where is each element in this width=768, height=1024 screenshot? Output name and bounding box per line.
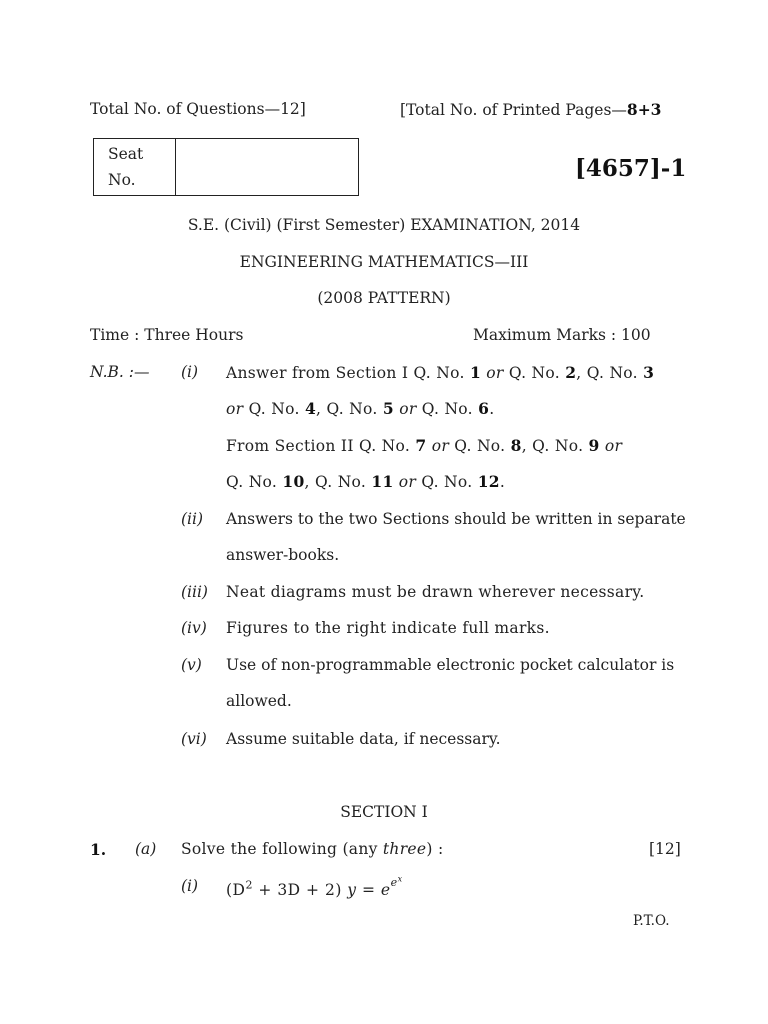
pattern-title: (2008 PATTERN) <box>317 289 451 307</box>
exam-title: S.E. (Civil) (First Semester) EXAMINATION, 2014 <box>187 216 581 234</box>
eq-sup: 2 <box>245 878 253 892</box>
total-questions: Total No. of Questions—12] <box>90 100 306 118</box>
text: , Q. No. <box>304 473 372 491</box>
text: Q. No. <box>503 364 566 382</box>
num: (iii) <box>181 583 208 601</box>
num: (vi) <box>181 730 207 748</box>
qno: 2 <box>565 363 577 382</box>
instruction-i-line3 <box>226 436 622 455</box>
equation <box>226 874 403 899</box>
qno: 9 <box>588 436 600 455</box>
pto-footer: P.T.O. <box>633 913 670 929</box>
instruction-i-number <box>181 363 198 381</box>
three: three <box>382 840 427 858</box>
qno: 10 <box>282 472 305 491</box>
time-label: Time : Three Hours <box>90 326 244 344</box>
num: (ii) <box>181 510 204 528</box>
eq-y: y <box>347 880 357 899</box>
eq-e2: e <box>390 875 398 889</box>
text: Answer from Section I Q. No. <box>226 364 470 382</box>
seat-label-line2: No. <box>108 171 136 189</box>
instruction-iii-text: Neat diagrams must be drawn wherever necessary. <box>226 583 645 601</box>
total-pages-prefix: [Total No. of Printed Pages— <box>400 101 627 119</box>
nb-label-text: N.B. :— <box>90 363 150 381</box>
question-part <box>135 840 156 858</box>
qno: 4 <box>304 399 317 418</box>
qno: 5 <box>382 399 394 418</box>
text: Solve the following (any <box>181 840 383 858</box>
or: or <box>226 400 244 418</box>
seat-label-line1: Seat <box>108 145 144 163</box>
instruction-v-line1: Use of non-programmable electronic pocket calculator is <box>226 656 675 674</box>
qno: 3 <box>643 363 655 382</box>
eq: = <box>356 880 381 899</box>
text: . <box>489 400 495 418</box>
question-marks: [12] <box>649 840 681 858</box>
instruction-iv-number <box>181 619 207 637</box>
instruction-i-line2 <box>226 399 494 418</box>
section-title: SECTION I <box>340 803 428 821</box>
qno: 6 <box>478 399 490 418</box>
instruction-i-line1 <box>226 363 654 382</box>
max-marks: Maximum Marks : 100 <box>473 326 651 344</box>
or: or <box>398 473 417 491</box>
text: Q. No. <box>243 400 305 418</box>
instruction-ii-line2: answer-books. <box>226 546 340 564</box>
seat-label <box>94 139 176 195</box>
qno: 12 <box>477 472 500 491</box>
total-pages <box>400 100 661 119</box>
paper-code: [4657]-1 <box>575 155 687 182</box>
eq: (D <box>226 880 246 899</box>
qno: 11 <box>371 472 394 491</box>
instruction-ii-line1: Answers to the two Sections should be written in separate <box>226 510 686 528</box>
text: From Section II Q. No. <box>226 437 416 455</box>
text: . <box>499 473 506 491</box>
instruction-v-number <box>181 656 202 674</box>
text: Q. No. <box>449 437 511 455</box>
qno: 8 <box>510 436 522 455</box>
qno: 7 <box>415 436 427 455</box>
eq: + 3D + 2) <box>252 880 348 899</box>
sub-question-number <box>181 877 198 895</box>
text: Q. No. <box>226 473 283 491</box>
text: Q. No. <box>416 400 479 418</box>
instruction-iii-number <box>181 583 208 601</box>
qnum: 1. <box>90 840 107 859</box>
nb-label <box>90 363 149 381</box>
question-number <box>90 840 106 859</box>
question-text <box>181 840 443 858</box>
text: , Q. No. <box>521 437 589 455</box>
instruction-vi-text: Assume suitable data, if necessary. <box>226 730 501 748</box>
or: or <box>431 437 450 455</box>
eq-exp <box>391 876 403 889</box>
instruction-v-line2: allowed. <box>226 692 292 710</box>
text: , Q. No. <box>316 400 383 418</box>
seat-number-box <box>93 138 359 196</box>
num: (i) <box>181 877 199 895</box>
or: or <box>604 437 623 455</box>
subject-title: ENGINEERING MATHEMATICS—III <box>239 253 529 271</box>
eq-x <box>398 874 403 883</box>
total-pages-value: 8+3 <box>626 100 662 119</box>
qno: 1 <box>469 363 482 382</box>
instruction-ii-number <box>181 510 203 528</box>
seat-number-field <box>176 139 358 195</box>
eq-x-text: x <box>397 874 403 883</box>
eq-e: e <box>380 880 391 899</box>
text: Q. No. <box>416 473 478 491</box>
num: (iv) <box>181 619 207 637</box>
or: or <box>486 364 504 382</box>
or: or <box>399 400 417 418</box>
num: (v) <box>181 656 202 674</box>
text: , Q. No. <box>576 364 644 382</box>
instruction-iv-text: Figures to the right indicate full marks. <box>226 619 550 637</box>
text: ) : <box>426 840 444 858</box>
part: (a) <box>135 840 157 858</box>
instruction-i-line4 <box>226 472 505 491</box>
instruction-i-num-text: (i) <box>181 363 199 381</box>
instruction-vi-number <box>181 730 207 748</box>
